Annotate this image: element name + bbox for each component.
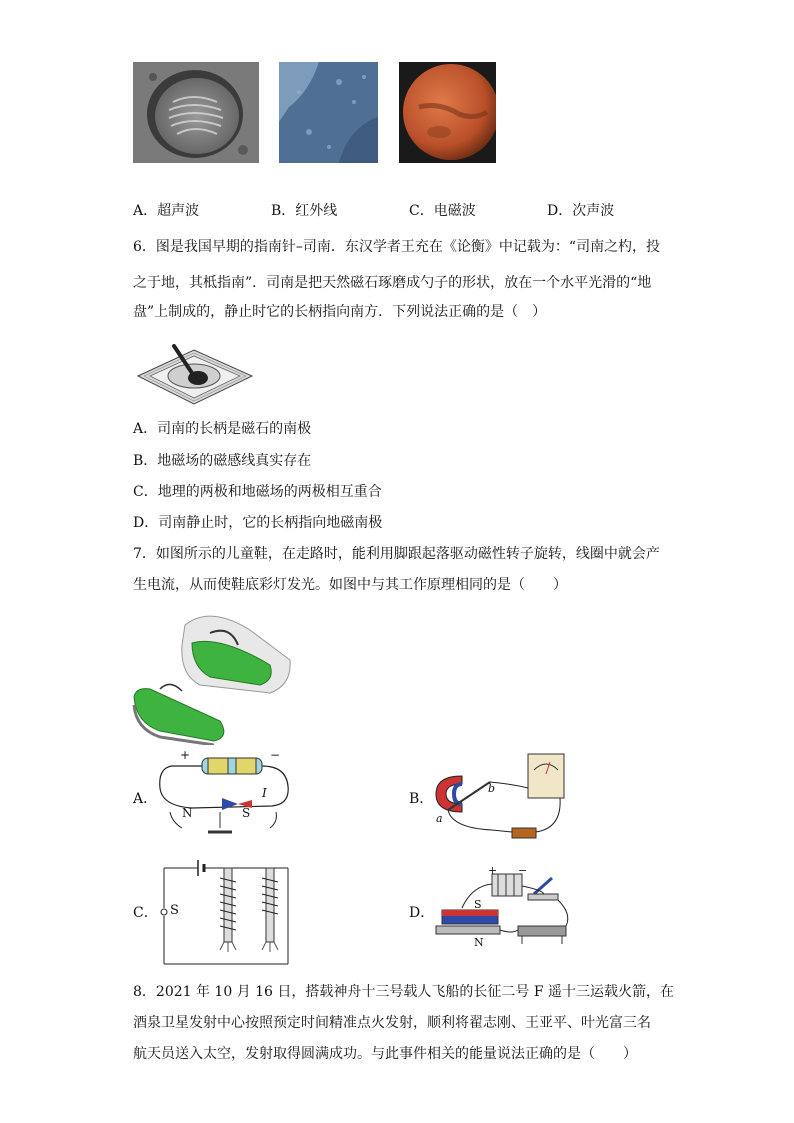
q5-option-c: C．电磁波 [409, 203, 476, 219]
q6-stem-line-1: 6．图是我国早期的指南针–司南．东汉学者王充在《论衡》中记载为：“司南之杓，投 [133, 239, 661, 255]
figD-minus: − [518, 864, 528, 877]
q6-option-d: D．司南静止时，它的长柄指向地磁南极 [133, 515, 383, 531]
q7-option-d-letter: D． [409, 905, 435, 921]
figA-minus: − [270, 748, 281, 762]
figD-s: S [474, 898, 482, 911]
figA-n: N [182, 806, 193, 820]
kids-shoe-figure [130, 605, 294, 745]
q5-option-d: D．次声波 [547, 203, 615, 219]
figA-s: S [242, 806, 251, 820]
q7-figure-b-generator [432, 748, 566, 846]
figA-current: I [262, 786, 267, 800]
q6-option-a: A．司南的长柄是磁石的南极 [133, 421, 312, 437]
figD-plus: + [488, 864, 498, 877]
q5-option-a: A．超声波 [133, 203, 200, 219]
q7-figure-c-electromagnets [158, 858, 292, 970]
q5-option-b: B．红外线 [271, 203, 338, 219]
q7-option-a-letter: A． [133, 791, 158, 807]
q7-stem-line-2: 生电流，从而使鞋底彩灯发光。如图中与其工作原理相同的是（ ） [133, 577, 567, 593]
q6-stem-line-3: 盘”上制成的，静止时它的长柄指向南方．下列说法正确的是（ ） [133, 304, 547, 320]
figB-a: a [436, 812, 443, 825]
q7-stem-line-1: 7．如图所示的儿童鞋，在走路时，能利用脚跟起落驱动磁性转子旋转，线圈中就会产 [133, 546, 660, 562]
sinan-compass-figure [136, 338, 254, 406]
figA-plus: + [180, 748, 191, 762]
q8-stem-line-2: 酒泉卫星发射中心按照预定时间精准点火发射，顺利将翟志刚、王亚平、叶光富三名 [133, 1015, 651, 1031]
figB-b: b [488, 782, 496, 795]
mars-photo [399, 62, 496, 163]
q8-stem-line-3: 航天员送入太空，发射取得圆满成功。与此事件相关的能量说法正确的是（ ） [133, 1046, 637, 1062]
q7-figure-d-motor-circuit [432, 864, 574, 956]
surface-photo [279, 62, 378, 163]
q7-option-c-letter: C． [133, 905, 158, 921]
q6-option-b: B．地磁场的磁感线真实存在 [133, 453, 312, 469]
q6-stem-line-2: 之于地，其柢指南”．司南是把天然磁石琢磨成勺子的形状，放在一个水平光滑的“地 [133, 275, 652, 291]
q6-option-c: C．地理的两极和地磁场的两极相互重合 [133, 484, 382, 500]
q8-stem-line-1: 8．2021 年 10 月 16 日，搭载神舟十三号载人飞船的长征二号 F 遥十三运载火箭，在 [133, 984, 675, 1000]
figD-n: N [474, 936, 484, 949]
crater-photo [133, 62, 259, 163]
figC-s: S [170, 903, 179, 918]
q7-figure-a-oersted [152, 748, 294, 846]
q7-option-b-letter: B． [409, 791, 434, 807]
